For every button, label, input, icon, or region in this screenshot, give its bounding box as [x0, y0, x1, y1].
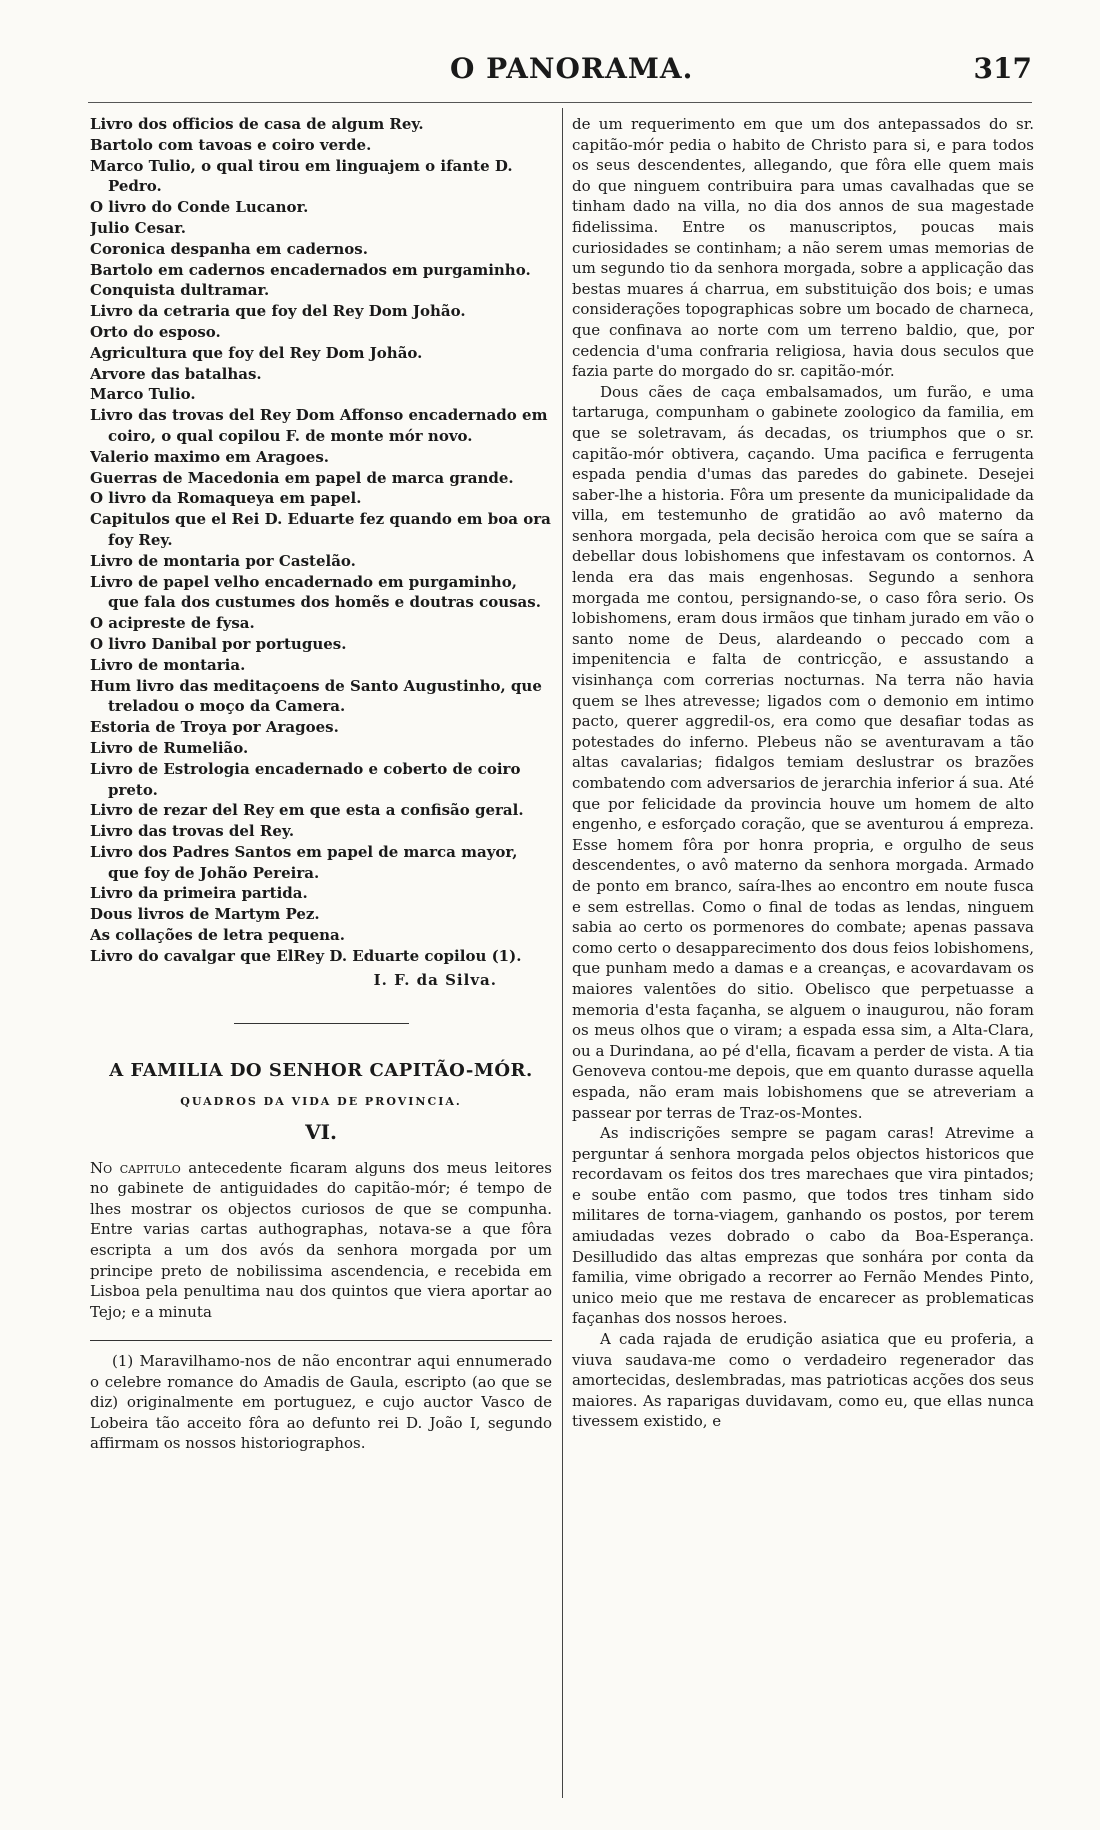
footnote: (1) Maravilhamo-nos de não encontrar aqui ennumerado o celebre romance do Amadis de Gaula, escripto (ao que se diz) originalmente em portuguez, e cujo auctor Vasco de Lobeira tão acceito fôra ao defunto rei D. João I, segundo affirmam os nossos historiographos.: [90, 1352, 552, 1453]
book-entry: Livro do cavalgar que ElRey D. Eduarte copilou (1).: [90, 946, 522, 965]
column-divider: [562, 108, 563, 1798]
book-entry: O livro Danibal por portugues.: [90, 634, 347, 653]
article-paragraph-2: Dous cães de caça embalsamados, um furão, e uma tartaruga, compunham o gabinete zoologico da familia, em que se soletravam, ás decadas, os triumphos que o sr. capitão-mór obtivera, caçando. Uma pacifica e ferrugenta espada pendia d'umas das paredes do gabinete. Desejei saber-lhe a historia. Fôra um presente da municipalidade da villa, em testemunho de gratidão ao avô materno da senhora morgada, pela decisão heroica com que se saíra a debellar dous lobishomens que infestavam os contornos. A lenda era das mais engenhosas. Segundo a senhora morgada me contou, persignando-se, o caso fôra serio. Os lobishomens, eram dous irmãos que tinham jurado em vão o santo nome de Deus, alardeando o peccado com a impenitencia e falta de contricção, e assustando a visinhança com correrias nocturnas. Na terra não havia quem se lhes atrevesse; ligados com o demonio em intimo pacto, querer aggredil-os, era como que desafiar todas as potestades do inferno. Plebeus não se aventuravam a tão altas cavalarias; fidalgos temiam deslustrar os brazões combatendo com adversarios de jerarchia inferior á sua. Até que por felicidade da provincia houve um homem de alto engenho, e esforçado coração, que se aventurou á empreza. Esse homem fôra por honra propria, e orgulho de seus descendentes, o avô materno da senhora morgada. Armado de ponto em branco, saíra-lhes ao encontro em noute fusca e sem estrellas. Como o final de todas as lendas, ninguem sabia ao certo os pormenores do combate; apenas passava como certo o desapparecimento dos dous feios lobishomens, que punham medo a damas e a creanças, e acovardavam os maiores valentões do sitio. Obelisco que perpetuasse a memoria d'esta façanha, se alguem o inaugurou, não foram os meus olhos que o viram; a espada essa sim, a Alta-Clara, ou a Durindana, ao pé d'ella, ficavam a perder de vista. A tia Genoveva contou-me depois, que em quanto durasse aquella espada, não eram mais lobishomens que se atreveriam a passear por terras de Traz-os-Montes.: [572, 382, 1034, 1122]
lead-words: No capitulo: [90, 1158, 181, 1177]
book-entry: O livro da Romaqueya em papel.: [90, 489, 362, 508]
book-entry: Livro das trovas del Rey.: [90, 822, 295, 841]
article-paragraph-1: [90, 1158, 552, 1323]
footnote-rule: [90, 1340, 552, 1341]
book-entry: As collações de letra pequena.: [90, 926, 345, 945]
book-entry: O livro do Conde Lucanor.: [90, 198, 309, 217]
book-entry: Capitulos que el Rei D. Eduarte fez quando em boa ora foy Rey.: [90, 510, 551, 549]
book-entry: Orto do esposo.: [90, 322, 221, 341]
book-entry: Livro da cetraria que foy del Rey Dom Johão.: [90, 302, 466, 321]
article-paragraph-1-continued: de um requerimento em que um dos antepassados do sr. capitão-mór pedia o habito de Christo para si, e para todos os seus descendentes, allegando, que fôra elle quem mais do que ninguem contribuira para umas cavalhadas que se tinham dado na villa, no dia dos annos de sua magestade fidelissima. Entre os manuscriptos, poucas mais curiosidades se continham; a não serem umas memorias de um segundo tio da senhora morgada, sobre a applicação das bestas muares á charrua, em substituição dos bois; e umas considerações topographicas sobre um bocado de charneca, que confinava ao norte com um terreno baldio, que, por cedencia d'uma confraria religiosa, havia dous seculos que fazia parte do morgado do sr. capitão-mór.: [572, 115, 1034, 381]
book-entry: Guerras de Macedonia em papel de marca grande.: [90, 468, 514, 487]
book-entry: Livro de montaria por Castelão.: [90, 551, 356, 570]
book-entry: Livro das trovas del Rey Dom Affonso encadernado em coiro, o qual copilou F. de monte mór novo.: [90, 406, 548, 445]
book-entry: Bartolo com tavoas e coiro verde.: [90, 135, 372, 154]
article-paragraph-3: As indiscrições sempre se pagam caras! Atrevime a perguntar á senhora morgada pelos objectos historicos que recordavam os feitos dos tres marechaes que vira pintados; e soube então com pasmo, que todos tres tinham sido militares de torna-viagem, ganhando os postos, por terem amiudadas vezes dobrado o cabo da Boa-Esperança. Desilludido das altas emprezas que sonhára por conta da familia, vime obrigado a recorrer ao Fernão Mendes Pinto, unico meio que me restava de encarecer as problematicas façanhas dos nossos heroes.: [572, 1124, 1034, 1328]
book-entry: Bartolo em cadernos encadernados em purgaminho.: [90, 260, 531, 279]
book-entry: Livro de papel velho encadernado em purgaminho, que fala dos custumes dos homẽs e doutras cousas.: [90, 572, 541, 612]
book-entry: Julio Cesar.: [90, 218, 187, 237]
page-number: 317: [973, 52, 1032, 85]
book-entry: Livro de Rumelião.: [90, 738, 249, 757]
book-entry: O acipreste de fysa.: [90, 614, 255, 633]
book-entry: Arvore das batalhas.: [90, 364, 262, 383]
header-rule: [88, 102, 1032, 103]
book-entry: Livro da primeira partida.: [90, 884, 308, 903]
article-subtitle: QUADROS DA VIDA DE PROVINCIA.: [180, 1094, 462, 1108]
section-separator: [234, 1023, 409, 1024]
book-list: [90, 114, 552, 967]
book-entry: Livro de rezar del Rey em que esta a confisão geral.: [90, 801, 524, 820]
book-entry: Marco Tulio, o qual tirou em linguajem o ifante D. Pedro.: [90, 156, 513, 196]
page-header: [0, 52, 1100, 92]
book-entry: Estoria de Troya por Aragoes.: [90, 718, 339, 737]
book-entry: Conquista dultramar.: [90, 281, 270, 300]
book-entry: Valerio maximo em Aragoes.: [90, 447, 329, 466]
book-entry: Coronica despanha em cadernos.: [90, 239, 368, 258]
book-entry: Hum livro das meditaçoens de Santo Augustinho, que treladou o moço da Camera.: [90, 676, 542, 716]
signature: I. F. da Silva.: [373, 970, 497, 989]
book-entry: Agricultura que foy del Rey Dom Johão.: [90, 343, 423, 362]
paragraph-1-text: antecedente ficaram alguns dos meus leitores no gabinete de antiguidades do capitão-mór; é tempo de lhes mostrar os objectos curiosos de que se compunha. Entre varias cartas authographas, notava-se a que fôra escripta a um dos avós da senhora morgada por um principe preto de nobilissima ascendencia, e recebida em Lisboa pela penultima nau dos quintos que viera aportar ao Tejo; e a minuta: [90, 1158, 552, 1321]
left-column: [90, 114, 552, 1453]
book-entry: Dous livros de Martym Pez.: [90, 905, 320, 924]
running-title: O PANORAMA.: [450, 52, 694, 85]
book-entry: Livro de Estrologia encadernado e coberto de coiro preto.: [90, 759, 521, 799]
right-column: [572, 114, 1034, 1432]
book-entry: Livro de montaria.: [90, 655, 246, 674]
article-paragraph-4: A cada rajada de erudição asiatica que eu proferia, a viuva saudava-me como o verdadeiro regenerador das amortecidas, deslembradas, mas patrioticas acções dos seus maiores. As raparigas duvidavam, como eu, que ellas nunca tivessem existido, e: [572, 1330, 1034, 1431]
chapter-number: VI.: [305, 1119, 337, 1144]
book-entry: Livro dos officios de casa de algum Rey.: [90, 115, 424, 133]
article-title: A FAMILIA DO SENHOR CAPITÃO-MÓR.: [109, 1059, 533, 1081]
book-entry: Marco Tulio.: [90, 385, 196, 404]
book-entry: Livro dos Padres Santos em papel de marca mayor, que foy de Johão Pereira.: [90, 842, 518, 882]
